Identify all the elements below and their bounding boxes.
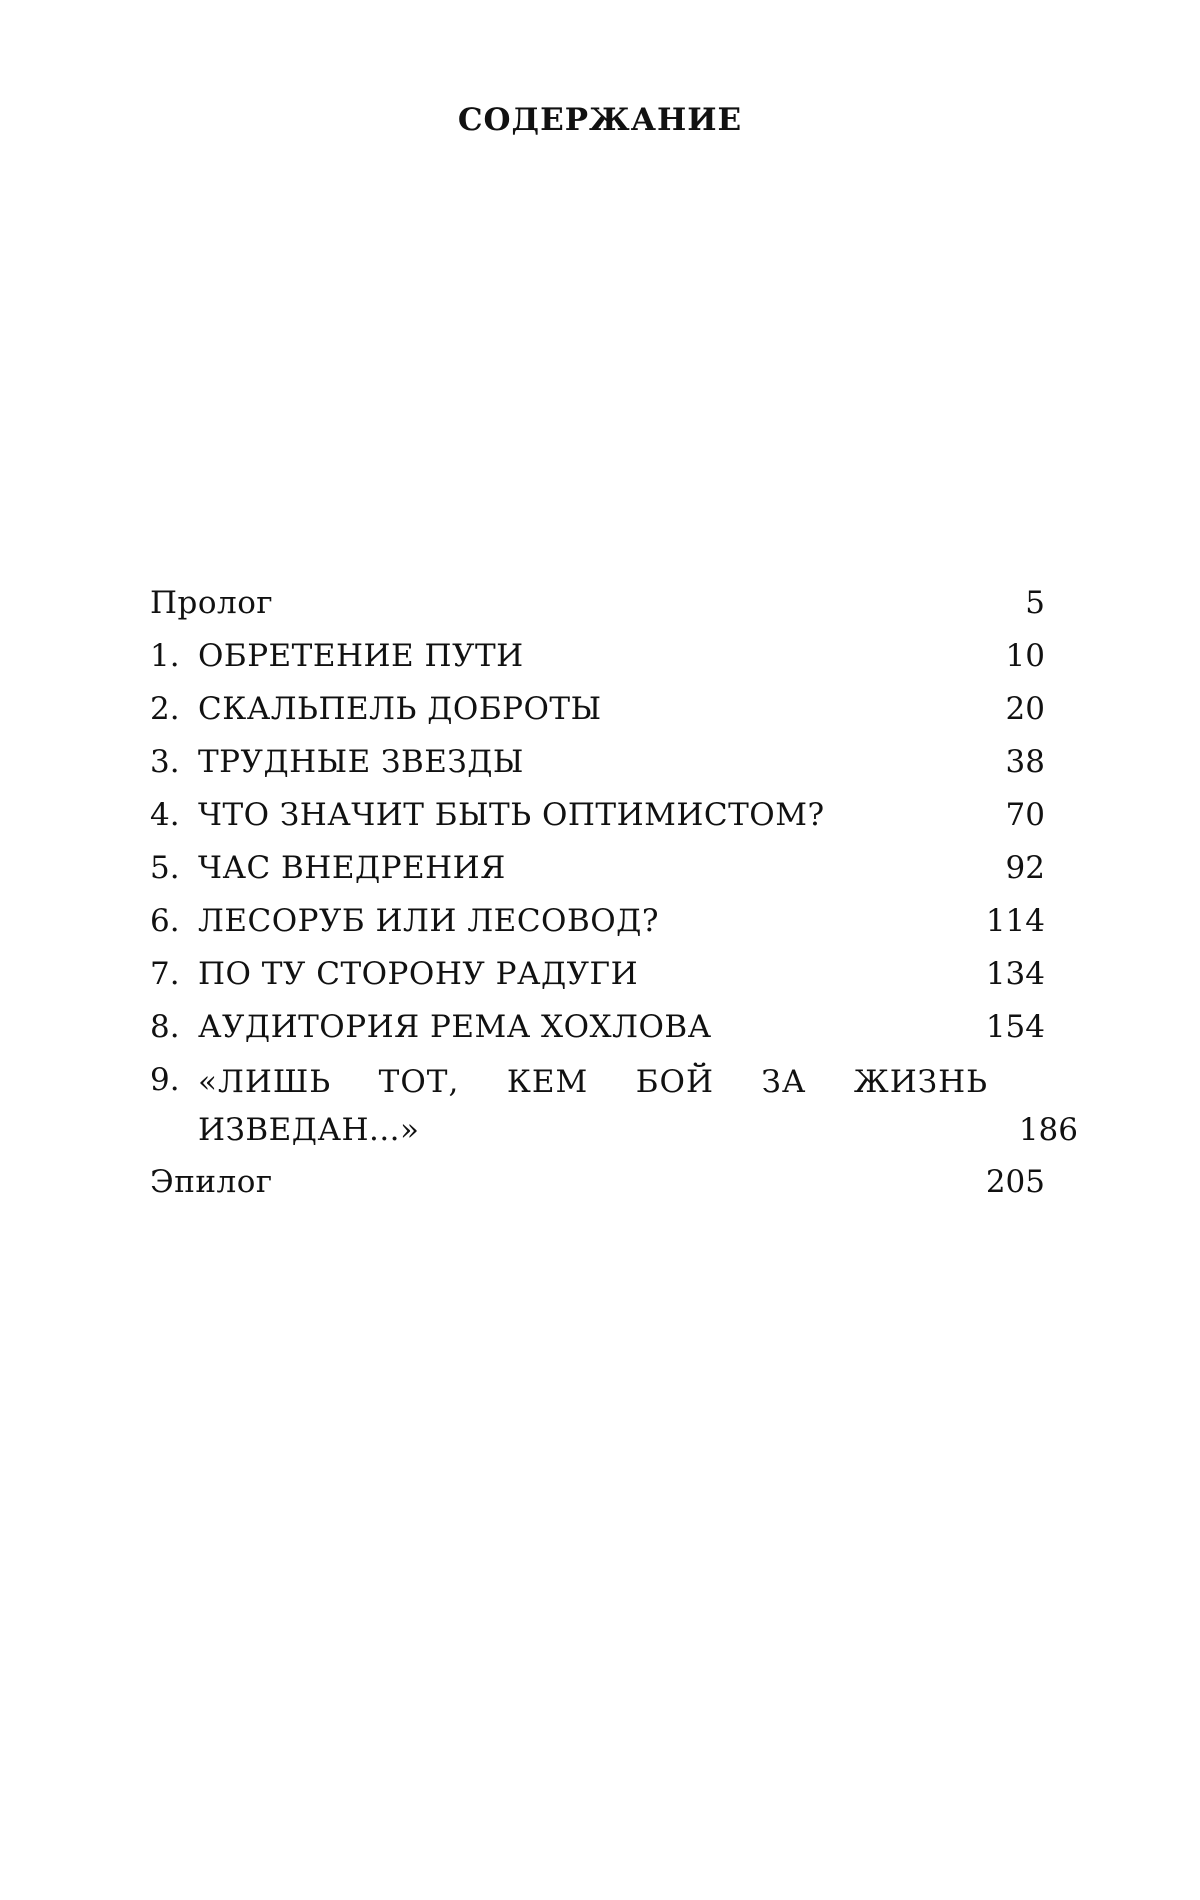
toc-entry-chapter-4[interactable]	[150, 789, 1045, 842]
toc-entry-number: 5.	[150, 850, 180, 886]
toc-entry-number: 4.	[150, 797, 180, 833]
toc-entry-chapter-5[interactable]	[150, 842, 1045, 895]
toc-entry-page: 10	[1005, 638, 1045, 674]
toc-entry-page: 20	[1005, 691, 1045, 727]
toc-entry-page: 134	[985, 956, 1045, 992]
toc-entry-chapter-1[interactable]	[150, 630, 1045, 683]
toc-entry-number: 9.	[150, 1062, 180, 1098]
toc-entry-title: СКАЛЬПЕЛЬ ДОБРОТЫ	[198, 691, 602, 727]
toc-entry-page: 70	[1005, 797, 1045, 833]
toc-entry-title: ЧТО ЗНАЧИТ БЫТЬ ОПТИМИСТОМ?	[198, 797, 825, 833]
table-of-contents	[150, 577, 1078, 1209]
toc-entry-prologue[interactable]	[150, 577, 1045, 630]
toc-entry-number: 6.	[150, 903, 180, 939]
toc-entry-epilogue[interactable]	[150, 1156, 1045, 1209]
toc-entry-title: АУДИТОРИЯ РЕМА ХОХЛОВА	[198, 1009, 712, 1045]
toc-entry-title	[198, 1054, 988, 1156]
toc-entry-number: 7.	[150, 956, 180, 992]
toc-entry-title: ЧАС ВНЕДРЕНИЯ	[198, 850, 506, 886]
toc-entry-page: 92	[1005, 850, 1045, 886]
toc-entry-title-line-1: «ЛИШЬ ТОТ, КЕМ БОЙ ЗА ЖИЗНЬ	[198, 1064, 988, 1100]
toc-entry-chapter-6[interactable]	[150, 895, 1045, 948]
toc-entry-title: Эпилог	[150, 1164, 273, 1200]
toc-entry-page: 38	[1005, 744, 1045, 780]
toc-entry-number: 8.	[150, 1009, 180, 1045]
toc-entry-chapter-8[interactable]	[150, 1001, 1045, 1054]
toc-entry-title: ПО ТУ СТОРОНУ РАДУГИ	[198, 956, 639, 992]
toc-entry-page: 186	[1018, 1112, 1078, 1148]
toc-entry-page: 114	[985, 903, 1045, 939]
toc-entry-title: ЛЕСОРУБ ИЛИ ЛЕСОВОД?	[198, 903, 659, 939]
toc-entry-chapter-3[interactable]	[150, 736, 1045, 789]
page-title: СОДЕРЖАНИЕ	[457, 102, 743, 138]
toc-entry-chapter-2[interactable]	[150, 683, 1045, 736]
toc-entry-number: 1.	[150, 638, 180, 674]
toc-entry-title: ОБРЕТЕНИЕ ПУТИ	[198, 638, 524, 674]
toc-entry-title-line-2: ИЗВЕДАН...»	[198, 1112, 420, 1148]
toc-entry-page: 5	[1025, 585, 1045, 621]
toc-entry-chapter-9[interactable]	[150, 1054, 1078, 1156]
toc-entry-chapter-7[interactable]	[150, 948, 1045, 1001]
toc-entry-title: Пролог	[150, 585, 274, 621]
toc-entry-page: 205	[985, 1164, 1045, 1200]
toc-entry-page: 154	[985, 1009, 1045, 1045]
toc-entry-number: 2.	[150, 691, 180, 727]
toc-entry-title: ТРУДНЫЕ ЗВЕЗДЫ	[198, 744, 524, 780]
toc-entry-number: 3.	[150, 744, 180, 780]
